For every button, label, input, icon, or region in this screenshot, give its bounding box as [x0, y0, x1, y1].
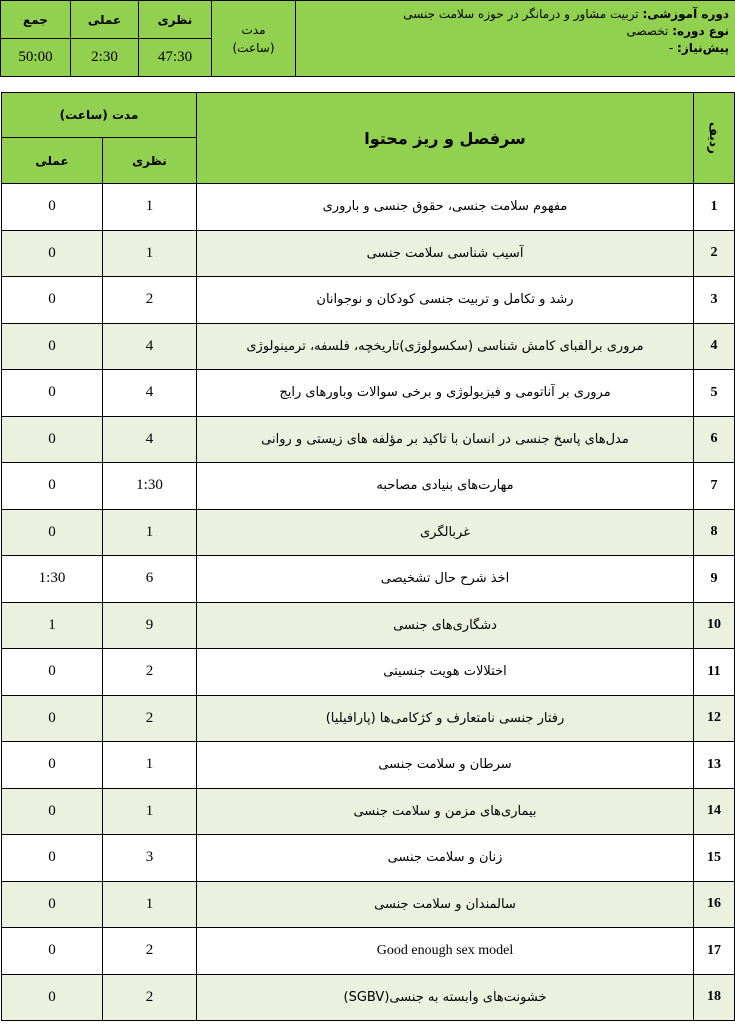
topic-cell: غربالگری: [197, 509, 694, 556]
course-info: [296, 1, 735, 77]
practical-cell: 0: [2, 277, 103, 324]
index-cell: 17: [694, 928, 735, 975]
practical-label: عملی: [71, 1, 139, 39]
table-row: [2, 370, 735, 417]
practical-cell: 0: [2, 416, 103, 463]
theory-cell: 2: [103, 277, 197, 324]
topic-cell: مروری برالفبای کامش شناسی (سکسولوژی)تاریخچه، فلسفه، ترمینولوژی: [197, 323, 694, 370]
prereq-label: پیش‌نیاز:: [677, 41, 729, 55]
topic-cell: سالمندان و سلامت جنسی: [197, 881, 694, 928]
table-row: [2, 277, 735, 324]
syllabus-table: [1, 92, 735, 1021]
total-label: جمع: [1, 1, 71, 39]
practical-cell: 0: [2, 463, 103, 510]
theory-cell: 1:30: [103, 463, 197, 510]
theory-cell: 1: [103, 742, 197, 789]
topic-cell: اختلالات هویت جنسیتی: [197, 649, 694, 696]
theory-cell: 4: [103, 323, 197, 370]
practical-cell: 0: [2, 974, 103, 1021]
index-cell: 4: [694, 323, 735, 370]
course-type-label: نوع دوره:: [672, 24, 729, 38]
practical-cell: 0: [2, 649, 103, 696]
topic-cell: اخذ شرح حال تشخیصی: [197, 556, 694, 603]
practical-cell: 0: [2, 742, 103, 789]
theory-cell: 1: [103, 881, 197, 928]
index-cell: 13: [694, 742, 735, 789]
duration-label-line1: مدت: [241, 22, 266, 37]
duration-label-line2: (ساعت): [232, 40, 275, 55]
topic-cell: رفتار جنسی نامتعارف و کژکامی‌ها (پارافیلیا): [197, 695, 694, 742]
index-cell: 10: [694, 602, 735, 649]
topic-header: سرفصل و ریز محتوا: [197, 93, 694, 184]
table-row: [2, 695, 735, 742]
practical-cell: 0: [2, 695, 103, 742]
practical-cell: 0: [2, 881, 103, 928]
practical-cell: 1: [2, 602, 103, 649]
duration-label: [212, 1, 296, 77]
table-row: [2, 509, 735, 556]
topic-cell: رشد و تکامل و تربیت جنسی کودکان و نوجوانان: [197, 277, 694, 324]
practical-cell: 0: [2, 370, 103, 417]
theory-header: نظری: [103, 138, 197, 184]
topic-cell: زنان و سلامت جنسی: [197, 835, 694, 882]
theory-cell: 9: [103, 602, 197, 649]
theory-cell: 2: [103, 695, 197, 742]
table-row: [2, 230, 735, 277]
table-row: [2, 835, 735, 882]
table-row: [2, 602, 735, 649]
index-cell: 7: [694, 463, 735, 510]
index-cell: 12: [694, 695, 735, 742]
table-row: [2, 788, 735, 835]
practical-cell: 0: [2, 509, 103, 556]
table-row: [2, 463, 735, 510]
table-row: [2, 184, 735, 231]
theory-cell: 2: [103, 649, 197, 696]
practical-cell: 0: [2, 835, 103, 882]
prereq-value: -: [668, 41, 674, 55]
topic-cell: دشگاری‌های جنسی: [197, 602, 694, 649]
practical-cell: 0: [2, 230, 103, 277]
topic-cell: خشونت‌های وابسته به جنسی(SGBV): [197, 974, 694, 1021]
table-row: [2, 416, 735, 463]
practical-cell: 0: [2, 928, 103, 975]
theory-cell: 2: [103, 928, 197, 975]
theory-label: نظری: [139, 1, 212, 39]
theory-cell: 4: [103, 416, 197, 463]
topic-cell: آسیب شناسی سلامت جنسی: [197, 230, 694, 277]
total-value: 50:00: [1, 39, 71, 77]
index-cell: 15: [694, 835, 735, 882]
theory-cell: 6: [103, 556, 197, 603]
theory-cell: 2: [103, 974, 197, 1021]
course-type-value: تخصصی: [626, 24, 669, 38]
practical-cell: 1:30: [2, 556, 103, 603]
duration-header: مدت (ساعت): [2, 93, 197, 138]
index-cell: 2: [694, 230, 735, 277]
practical-value: 2:30: [71, 39, 139, 77]
practical-cell: 0: [2, 323, 103, 370]
theory-cell: 1: [103, 509, 197, 556]
table-row: [2, 649, 735, 696]
practical-cell: 0: [2, 184, 103, 231]
theory-cell: 3: [103, 835, 197, 882]
topic-cell: Good enough sex model: [197, 928, 694, 975]
table-row: [2, 928, 735, 975]
topic-cell: مهارت‌های بنیادی مصاحبه: [197, 463, 694, 510]
course-name: تربیت مشاور و درمانگر در حوزه سلامت جنسی: [403, 7, 639, 21]
theory-value: 47:30: [139, 39, 212, 77]
theory-cell: 1: [103, 230, 197, 277]
index-cell: 1: [694, 184, 735, 231]
index-cell: 14: [694, 788, 735, 835]
table-row: [2, 742, 735, 789]
topic-cell: مروری بر آناتومی و فیزیولوژی و برخی سوالات وباورهای رایج: [197, 370, 694, 417]
index-header: ردیف: [694, 93, 735, 184]
topic-cell: مفهوم سلامت جنسی، حقوق جنسی و باروری: [197, 184, 694, 231]
topic-cell: مدل‌های پاسخ جنسی در انسان با تاکید بر مؤلفه های زیستی و روانی: [197, 416, 694, 463]
table-row: [2, 556, 735, 603]
index-cell: 9: [694, 556, 735, 603]
course-type-line: [302, 23, 729, 40]
index-cell: 8: [694, 509, 735, 556]
course-name-line: [302, 6, 729, 23]
index-cell: 16: [694, 881, 735, 928]
course-summary-table: [0, 0, 735, 77]
theory-cell: 4: [103, 370, 197, 417]
topic-cell: سرطان و سلامت جنسی: [197, 742, 694, 789]
index-cell: 11: [694, 649, 735, 696]
index-cell: 3: [694, 277, 735, 324]
theory-cell: 1: [103, 788, 197, 835]
index-cell: 18: [694, 974, 735, 1021]
prereq-line: [302, 40, 729, 57]
table-row: [2, 881, 735, 928]
practical-header: عملی: [2, 138, 103, 184]
practical-cell: 0: [2, 788, 103, 835]
table-row: [2, 323, 735, 370]
index-cell: 6: [694, 416, 735, 463]
topic-cell: بیماری‌های مزمن و سلامت جنسی: [197, 788, 694, 835]
index-cell: 5: [694, 370, 735, 417]
theory-cell: 1: [103, 184, 197, 231]
table-row: [2, 974, 735, 1021]
course-label: دوره آموزشی:: [642, 7, 729, 21]
